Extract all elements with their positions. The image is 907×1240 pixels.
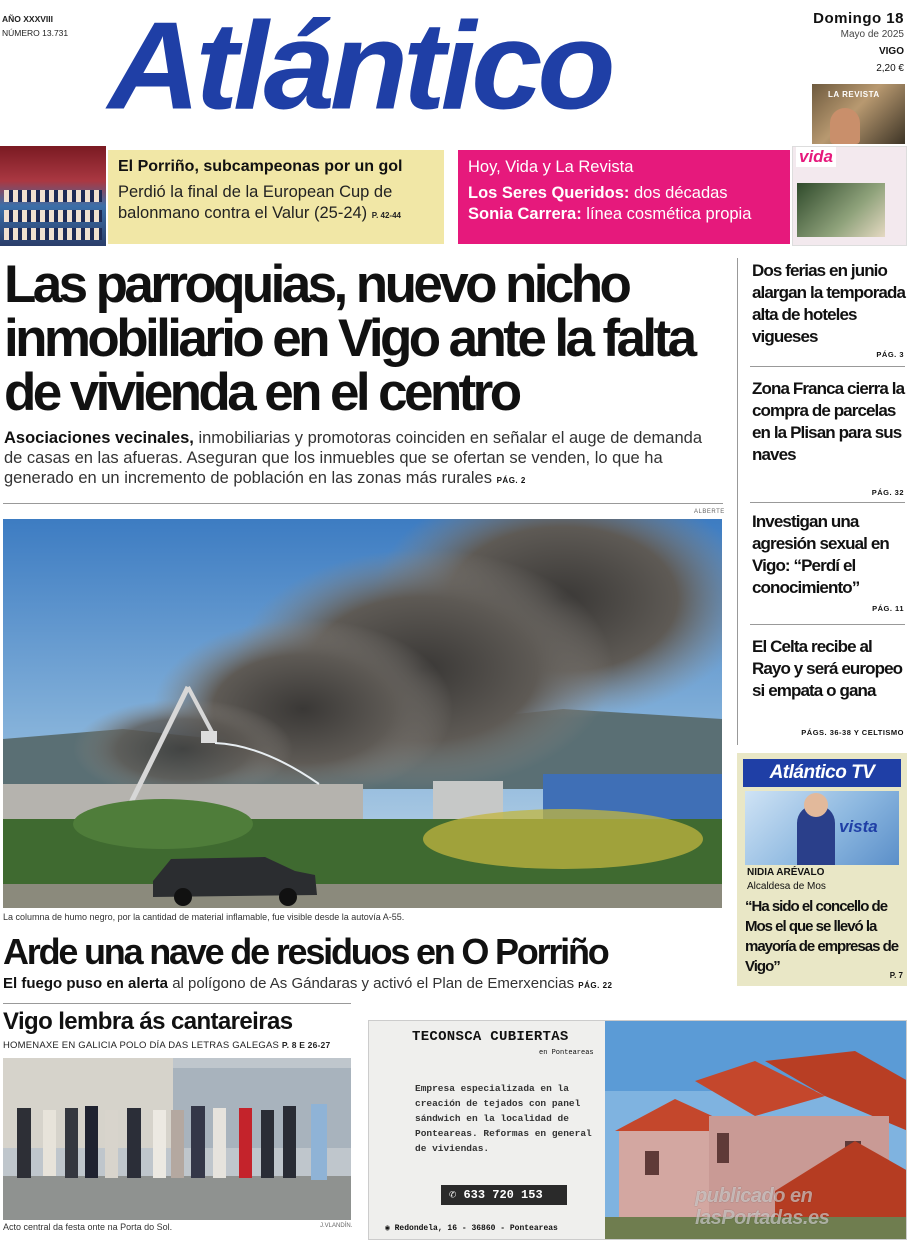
sports-promo-page: P. 42-44 xyxy=(371,211,401,220)
divider xyxy=(3,1003,351,1004)
main-headline[interactable]: Las parroquias, nuevo nicho inmobiliario en Vigo ante la falta de vivienda en el centro xyxy=(4,255,694,422)
main-subheadline: Asociaciones vecinales, inmobiliarias y promotoras coinciden en señalar el auge de demanda de casas en las afueras. Aseguran que los inmuebles que se ofertan se venden, lo que ha generado en un incremento de población en las zonas más rurales PÁG. 2 xyxy=(4,429,702,487)
divider xyxy=(750,624,905,625)
tv-interview-photo[interactable] xyxy=(745,791,899,865)
newspaper-logo[interactable]: Atlántico xyxy=(108,0,611,136)
vida-cover-thumbnail[interactable] xyxy=(792,146,907,246)
handball-team-photo[interactable] xyxy=(0,146,106,246)
side-story-page: PÁG. 11 xyxy=(872,604,904,613)
location-icon: ◉ xyxy=(385,1224,395,1233)
sports-promo-title: El Porriño, subcampeonas por un gol xyxy=(118,158,403,175)
divider xyxy=(750,366,905,367)
revista-label: LA REVISTA xyxy=(828,90,880,99)
side-story-headline[interactable]: El Celta recibe al Rayo y será europeo si empata o gana xyxy=(752,637,903,700)
edition-city: VIGO xyxy=(878,46,904,57)
vida-promo-title: Hoy, Vida y La Revista xyxy=(468,158,634,176)
fire-photo[interactable] xyxy=(3,519,722,908)
fire-headline[interactable]: Arde una nave de residuos en O Porriño xyxy=(3,931,608,972)
side-story-page: PÁG. 3 xyxy=(876,350,904,359)
vida-thumb-label: vida xyxy=(796,147,836,167)
vida-promo-lines: Los Seres Queridos: dos décadas Sonia Carrera: línea cosmética propia xyxy=(468,184,752,223)
date-day: Domingo 18 xyxy=(813,10,904,27)
revista-cover-thumbnail[interactable] xyxy=(812,84,905,144)
teconsca-advertisement[interactable] xyxy=(368,1020,907,1240)
divider xyxy=(750,502,905,503)
tv-interviewee-name: NIDIA ARÉVALO xyxy=(747,867,825,878)
side-story-page: PÁG. 32 xyxy=(871,488,904,497)
letras-headline[interactable]: Vigo lembra ás cantareiras xyxy=(3,1008,293,1035)
tv-title: Atlántico TV xyxy=(743,759,901,787)
watermark: publicado en lasPortadas.es xyxy=(695,1185,830,1229)
ad-house-photo xyxy=(605,1021,907,1240)
sports-promo-text: Perdió la final de la European Cup de balonmano contra el Valur (25-24) P. 42-44 xyxy=(118,183,401,222)
fire-photo-caption: La columna de humo negro, por la cantidad de material inflamable, fue visible desde la autovía A-55. xyxy=(3,912,405,922)
letras-page-ref: P. 8 E 26-27 xyxy=(281,1040,331,1050)
atlantico-tv-box[interactable] xyxy=(737,753,907,986)
date-month: Mayo de 2025 xyxy=(840,29,904,40)
fire-page-ref: PÁG. 22 xyxy=(578,981,613,990)
sports-promo[interactable] xyxy=(108,150,444,244)
fire-subheadline: El fuego puso en alerta al polígono de As Gándaras y activó el Plan de Emerxencias PÁG. 22 xyxy=(3,975,613,992)
tv-page-ref: P. 7 xyxy=(889,971,903,980)
ad-subtitle: en Ponteareas xyxy=(539,1049,594,1057)
tv-image-text: vista xyxy=(839,817,878,836)
side-story-headline[interactable]: Dos ferias en junio alargan la temporada alta de hoteles vigueses xyxy=(752,261,906,346)
divider xyxy=(3,503,723,504)
edition-number: NÚMERO 13.731 xyxy=(2,28,69,38)
letras-photo-caption: Acto central da festa onte na Porta do Sol. xyxy=(3,1222,173,1232)
whatsapp-icon: ✆ xyxy=(449,1188,464,1202)
letras-subheadline: HOMENAXE EN GALICIA POLO DÍA DAS LETRAS GALEGAS P. 8 E 26-27 xyxy=(3,1040,331,1051)
edition-info xyxy=(2,12,68,40)
ad-body: Empresa especializada en la creación de tejados con panel sándwich en la localidad de Ponteareas. Reformas en general de viviendas. xyxy=(415,1083,592,1154)
side-story-page: PÁGS. 36-38 Y CELTISMO xyxy=(801,728,904,737)
main-page-ref: PÁG. 2 xyxy=(496,476,526,485)
tv-quote: “Ha sido el concello de Mos el que se llevó la mayoría de empresas de Vigo” xyxy=(745,898,899,975)
side-story-headline[interactable]: Zona Franca cierra la compra de parcelas en la Plisan para sus naves xyxy=(752,379,905,464)
letras-photo[interactable] xyxy=(3,1058,351,1220)
column-divider xyxy=(737,258,738,745)
date-box xyxy=(784,10,904,74)
letras-photo-credit: J.VLANDÍN. xyxy=(320,1223,353,1229)
tv-interviewee-role: Alcaldesa de Mos xyxy=(747,881,826,892)
fire-photo-credit: ALBERTE xyxy=(694,509,725,515)
vida-promo[interactable] xyxy=(458,150,790,244)
edition-year: AÑO XXXVIII xyxy=(2,14,54,24)
price: 2,20 € xyxy=(876,63,904,74)
ad-address: ◉ Redondela, 16 - 36860 - Ponteareas xyxy=(385,1224,558,1233)
side-story-headline[interactable]: Investigan una agresión sexual en Vigo: “Perdí el conocimiento” xyxy=(752,512,889,597)
ad-title: TECONSCA CUBIERTAS xyxy=(412,1029,569,1045)
ad-phone[interactable]: ✆ 633 720 153 xyxy=(441,1185,567,1205)
